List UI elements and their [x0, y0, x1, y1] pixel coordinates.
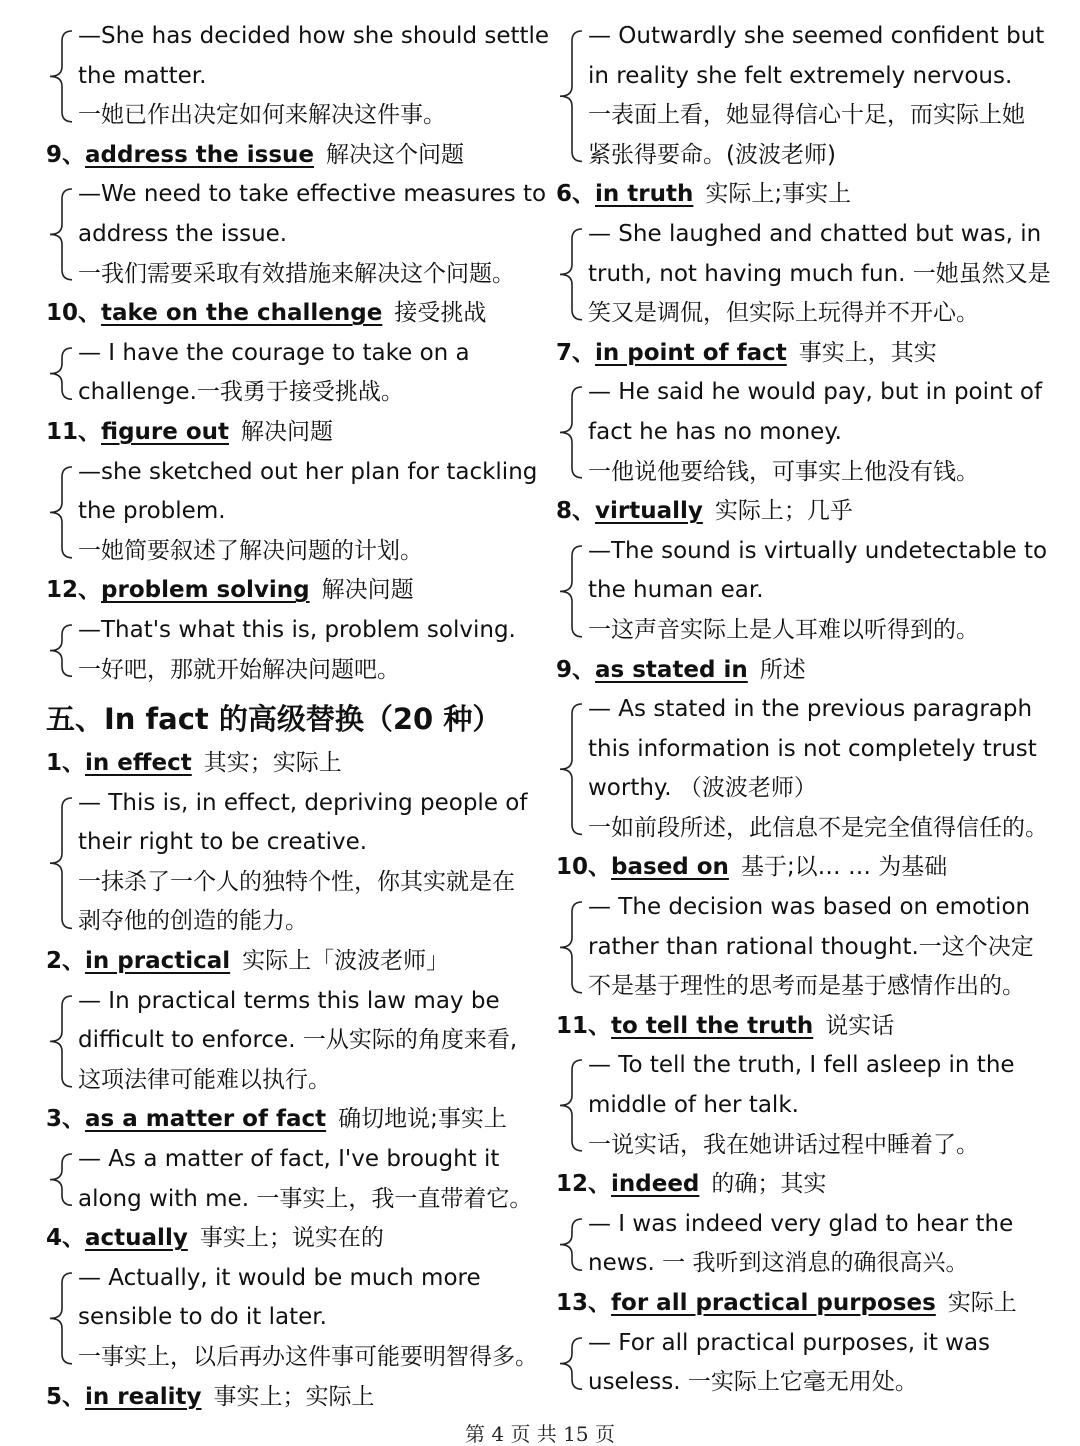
term-entry — [38, 136, 538, 176]
example-line: — This is, in effect, depriving people of — [78, 789, 528, 816]
example-block — [38, 1140, 538, 1219]
brace-icon — [38, 175, 74, 294]
term-entry — [38, 744, 538, 784]
entry-translation: 其实；实际上 — [203, 750, 342, 777]
entry-term: in effect — [85, 750, 192, 777]
brace-icon — [38, 1140, 74, 1219]
example-line: useless. 一实际上它毫无用处。 — [588, 1369, 918, 1396]
entry-translation: 解决问题 — [241, 418, 334, 445]
example-block — [548, 17, 1048, 175]
term-entry — [38, 1100, 538, 1140]
example-line: 一她简要叙述了解决问题的计划。 — [78, 537, 423, 564]
entry-number: 10、 — [556, 854, 612, 881]
example-line: along with me. 一事实上，我一直带着它。 — [78, 1185, 533, 1212]
example-line: 这项法律可能难以执行。 — [78, 1066, 331, 1093]
term-entry — [548, 492, 1048, 532]
example-line: —The sound is virtually undetectable to — [588, 537, 1048, 564]
brace-icon — [38, 1259, 74, 1378]
example-line: sensible to do it later. — [78, 1304, 327, 1331]
brace-icon — [548, 1205, 584, 1284]
brace-icon — [548, 215, 584, 334]
entry-translation: 解决问题 — [321, 577, 414, 604]
entry-number: 3、 — [46, 1106, 86, 1133]
example-line: 一表面上看，她显得信心十足，而实际上她 — [588, 102, 1025, 129]
entry-translation: 说实话 — [825, 1012, 895, 1039]
example-block — [548, 690, 1048, 848]
example-block — [548, 532, 1048, 651]
entry-number: 11、 — [46, 418, 102, 445]
term-entry — [548, 848, 1048, 888]
example-line: 一他说他要给钱，可事实上他没有钱。 — [588, 458, 979, 485]
term-entry — [548, 175, 1048, 215]
entry-number: 13、 — [556, 1290, 612, 1316]
entry-number: 10、 — [46, 300, 102, 327]
brace-icon — [38, 17, 74, 136]
example-line: in reality she felt extremely nervous. — [588, 62, 1013, 89]
brace-icon — [548, 888, 584, 1007]
brace-icon — [548, 1324, 584, 1403]
entry-term: as a matter of fact — [85, 1106, 327, 1133]
example-line: 一如前段所述，此信息不是完全值得信任的。 — [588, 814, 1048, 841]
example-line: — He said he would pay, but in point of — [588, 379, 1043, 406]
entry-number: 1、 — [46, 750, 86, 777]
term-entry — [38, 1378, 538, 1418]
example-line: 一事实上，以后再办这件事可能要明智得多。 — [78, 1344, 538, 1370]
entry-translation: 事实上；说实在的 — [199, 1225, 384, 1252]
example-line: 一抹杀了一个人的独特个性，你其实就是在 — [78, 868, 515, 895]
example-line: fact he has no money. — [588, 418, 842, 445]
entry-term: actually — [85, 1225, 188, 1252]
entry-translation: 实际上；几乎 — [714, 498, 853, 525]
example-block — [38, 175, 547, 294]
term-entry — [548, 334, 1048, 374]
brace-icon — [38, 611, 74, 690]
example-line: their right to be creative. — [78, 829, 368, 856]
example-block — [548, 373, 1048, 492]
example-line: — In practical terms this law may be — [78, 987, 500, 1014]
example-line: this information is not completely trust — [588, 735, 1037, 762]
brace-icon — [38, 982, 74, 1101]
term-entry — [548, 1165, 1048, 1205]
page-footer: 第 4 页 共 15 页 — [465, 1422, 615, 1446]
example-line: —That's what this is, problem solving. — [78, 616, 516, 643]
entry-term: in reality — [85, 1383, 202, 1410]
entry-number: 9、 — [46, 141, 86, 168]
term-entry — [548, 1284, 1048, 1324]
entry-term: based on — [611, 854, 729, 881]
entry-translation: 实际上;事实上 — [705, 181, 852, 208]
entry-term: in point of fact — [595, 339, 787, 366]
example-line: 一这声音实际上是人耳难以听得到的。 — [588, 616, 979, 643]
section-title: 五、In fact 的高级替换（20 种） — [46, 702, 502, 737]
entry-number: 5、 — [46, 1383, 86, 1410]
example-block — [548, 888, 1048, 1007]
example-line: — Outwardly she seemed confident but — [588, 23, 1045, 49]
example-block — [548, 1046, 1048, 1165]
entry-term: address the issue — [85, 141, 315, 168]
entry-term: take on the challenge — [101, 300, 383, 327]
term-entry — [548, 1007, 1048, 1047]
term-entry — [38, 942, 538, 982]
example-block — [38, 334, 538, 413]
brace-icon — [548, 1046, 584, 1165]
right-column — [548, 17, 1051, 1403]
example-line: the human ear. — [588, 577, 764, 604]
entry-translation: 事实上，其实 — [798, 339, 937, 366]
entry-term: as stated in — [595, 656, 748, 683]
term-entry — [38, 294, 538, 334]
entry-translation: 事实上；实际上 — [213, 1383, 375, 1410]
term-entry — [548, 651, 1048, 691]
entry-translation: 解决这个问题 — [326, 141, 465, 168]
left-column — [38, 17, 550, 1417]
example-block — [548, 1205, 1048, 1284]
entry-translation: 的确；其实 — [711, 1171, 827, 1198]
entry-translation: 实际上「波波老师」 — [242, 948, 450, 975]
entry-number: 7、 — [556, 339, 596, 366]
entry-number: 6、 — [556, 181, 596, 208]
example-line: — As stated in the previous paragraph — [588, 696, 1033, 723]
example-line: middle of her talk. — [588, 1092, 799, 1119]
example-line: — To tell the truth, I fell asleep in the — [588, 1052, 1015, 1079]
entry-translation: 实际上 — [947, 1290, 1017, 1316]
entry-term: to tell the truth — [611, 1012, 814, 1039]
entry-term: in practical — [85, 948, 231, 975]
brace-icon — [38, 453, 74, 572]
brace-icon — [548, 532, 584, 651]
example-block — [38, 982, 538, 1101]
example-line: — For all practical purposes, it was — [588, 1329, 991, 1356]
entry-term: in truth — [595, 181, 694, 208]
entry-number: 9、 — [556, 656, 596, 683]
example-line: 不是基于理性的思考而是基于感情作出的。 — [588, 973, 1025, 1000]
example-line: challenge.一我勇于接受挑战。 — [78, 379, 404, 406]
entry-term: virtually — [595, 498, 703, 525]
term-entry — [38, 571, 538, 611]
example-block — [38, 17, 550, 136]
example-line: — I have the courage to take on a — [78, 339, 470, 366]
example-block — [548, 1324, 1048, 1403]
entry-number: 11、 — [556, 1012, 612, 1039]
example-line: — Actually, it would be much more — [78, 1264, 481, 1291]
example-line: 一我们需要采取有效措施来解决这个问题。 — [78, 260, 515, 287]
brace-icon — [548, 17, 584, 175]
example-block — [38, 1259, 538, 1378]
example-block — [38, 611, 538, 690]
example-line: — As a matter of fact, I've brought it — [78, 1146, 500, 1173]
example-line: —She has decided how she should settle — [78, 23, 550, 49]
example-line: the matter. — [78, 62, 207, 89]
example-line: 剥夺他的创造的能力。 — [78, 908, 308, 935]
left-column-entries — [38, 17, 550, 690]
term-entry — [38, 1219, 538, 1259]
example-line: rather than rational thought.一这个决定 — [588, 933, 1034, 960]
entry-term: indeed — [611, 1171, 700, 1198]
brace-icon — [38, 334, 74, 413]
entry-number: 4、 — [46, 1225, 86, 1252]
example-line: —she sketched out her plan for tackling — [78, 458, 538, 485]
entry-number: 12、 — [46, 577, 102, 604]
right-column-entries — [548, 17, 1051, 1403]
brace-icon — [38, 784, 74, 942]
example-block — [38, 784, 538, 942]
entry-translation: 所述 — [759, 656, 806, 683]
entry-translation: 接受挑战 — [394, 300, 487, 327]
example-line: 紧张得要命。(波波老师) — [588, 141, 836, 168]
example-line: truth, not having much fun. 一她虽然又是 — [588, 260, 1051, 287]
term-entry — [38, 413, 538, 453]
example-block — [38, 453, 538, 572]
example-line: worthy. （波波老师） — [588, 775, 817, 802]
left-column-entries-continued — [38, 744, 538, 1417]
example-line: 一她已作出决定如何来解决这件事。 — [78, 102, 446, 129]
example-line: address the issue. — [78, 220, 288, 247]
example-line: 一好吧，那就开始解决问题吧。 — [78, 656, 400, 683]
entry-term: figure out — [101, 418, 230, 445]
entry-term: for all practical purposes — [611, 1290, 936, 1316]
entry-number: 12、 — [556, 1171, 612, 1198]
entry-number: 8、 — [556, 498, 596, 525]
example-line: difficult to enforce. 一从实际的角度来看, — [78, 1027, 518, 1054]
brace-icon — [548, 690, 584, 848]
example-line: the problem. — [78, 498, 226, 525]
example-line: — I was indeed very glad to hear the — [588, 1210, 1014, 1237]
example-line: 一说实话，我在她讲话过程中睡着了。 — [588, 1131, 979, 1158]
brace-icon — [548, 373, 584, 492]
example-line: 笑又是调侃，但实际上玩得并不开心。 — [588, 300, 979, 327]
entry-number: 2、 — [46, 948, 86, 975]
entry-translation: 基于;以… … 为基础 — [740, 854, 948, 881]
example-line: news. 一 我听到这消息的确很高兴。 — [588, 1250, 969, 1277]
example-line: —We need to take effective measures to — [78, 181, 547, 208]
example-block — [548, 215, 1051, 334]
entry-term: problem solving — [101, 577, 310, 604]
example-line: — The decision was based on emotion — [588, 894, 1031, 921]
entry-translation: 确切地说;事实上 — [338, 1106, 507, 1133]
example-line: — She laughed and chatted but was, in — [588, 220, 1042, 247]
